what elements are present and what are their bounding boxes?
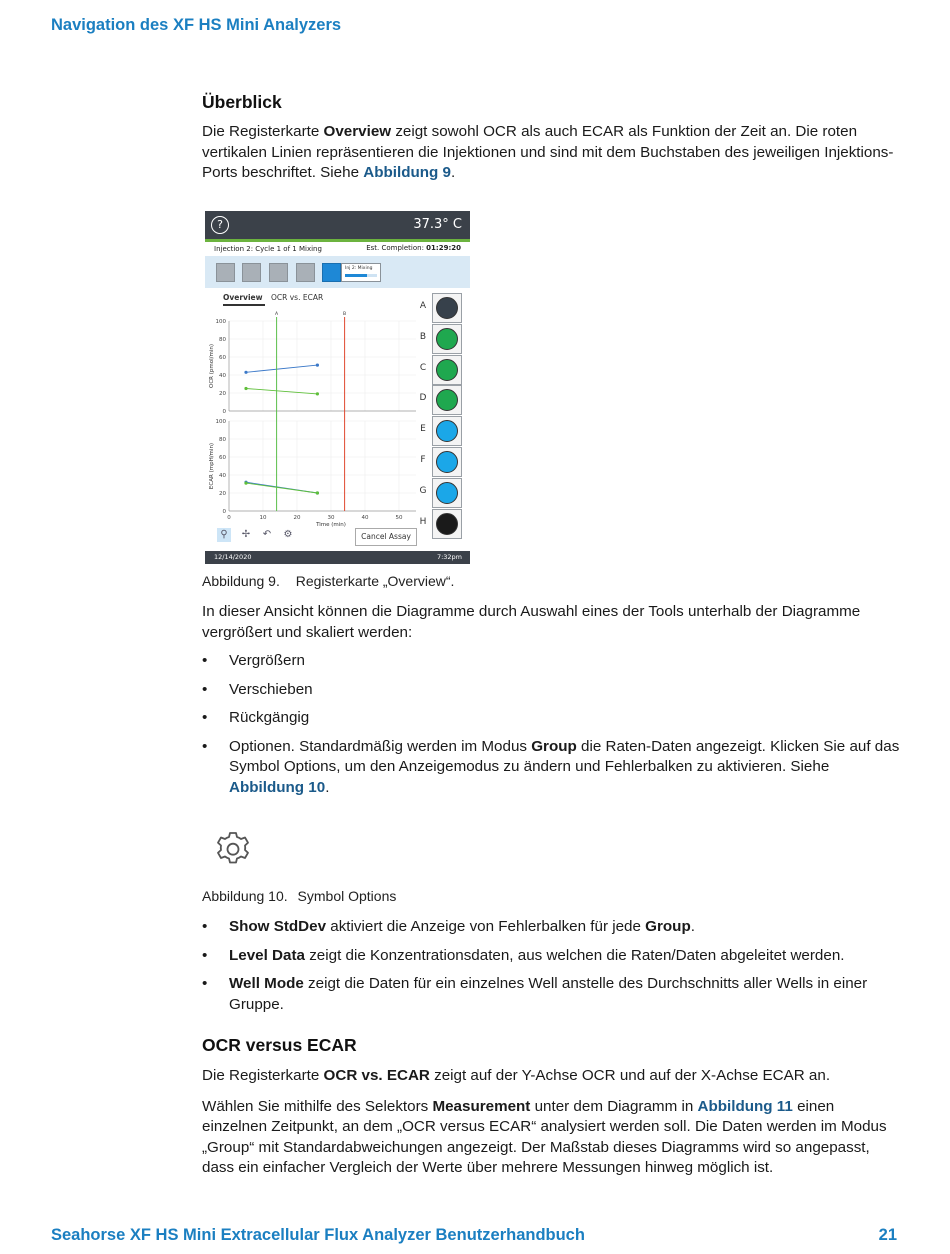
injection-status-row <box>205 242 470 256</box>
x-tick-label: 10 <box>259 515 267 521</box>
tab-ocr-vs-ecar[interactable]: OCR vs. ECAR <box>271 293 324 302</box>
well-indicator <box>436 420 458 442</box>
list-item: • Level Data zeigt die Konzentrationsdaten, aus welchen die Raten/Daten abgeleitet werden. <box>202 946 902 967</box>
y-tick-label: 100 <box>215 319 226 325</box>
figure-9-caption <box>202 573 902 589</box>
injection-status: Injection 2: Cycle 1 of 1 Mixing <box>214 245 322 253</box>
overview-paragraph: Die Registerkarte Overview zeigt sowohl OCR als auch ECAR als Funktion der Zeit an. Die roten vertikalen Linien repräsentieren die Injektionen und sind mit dem Buchstaben des jeweiligen Injektions-Ports beschriftet. Siehe Abbildung 9. <box>202 123 894 181</box>
y-tick-label: 20 <box>219 491 226 497</box>
injection-label: A <box>275 312 279 317</box>
options-list <box>202 917 902 1015</box>
overview-section <box>202 92 902 184</box>
ocr-ecar-paragraph-2: Wählen Sie mithilfe des Selektors Measurement unter dem Diagramm in Abbildung 11 einen einzelnen Zeitpunkt, an dem „OCR versus ECAR“ analysiert werden soll. Die Daten werden im Modus „Group“ mit Standardabweichungen angezeigt. Der Maßstab dieses Diagramms wird so angepasst, dass ein einfacher Vergleich der Werte über mehrere Messungen hinweg möglich ist. <box>202 1097 887 1176</box>
y-tick-label: 0 <box>222 509 226 515</box>
well-indicator <box>436 328 458 350</box>
step-toolbar <box>205 256 470 288</box>
y-tick-label: 20 <box>219 391 226 397</box>
x-tick-label: 50 <box>395 515 403 521</box>
overview-term: Overview <box>323 123 392 140</box>
x-tick-label: 20 <box>293 515 301 521</box>
options-gear-icon-figure <box>213 829 253 869</box>
figure-9-number: Abbildung 9. <box>202 573 280 589</box>
well-button-d[interactable] <box>432 385 462 415</box>
analyzer-screenshot <box>205 211 470 564</box>
series-line-blue <box>246 365 317 372</box>
well-indicator <box>436 389 458 411</box>
cancel-assay-button[interactable]: Cancel Assay <box>355 528 417 546</box>
well-indicator <box>436 482 458 504</box>
list-item: • Verschieben <box>202 680 902 701</box>
well-label-g: G <box>419 485 427 496</box>
well-button-f[interactable] <box>432 447 462 477</box>
y-tick-label: 80 <box>219 337 226 343</box>
temperature-readout: 37.3° C <box>413 217 462 232</box>
undo-icon[interactable]: ↶ <box>262 529 272 540</box>
options-section <box>202 917 902 1015</box>
x-tick-label: 40 <box>361 515 369 521</box>
figure-9-link[interactable]: Abbildung 9 <box>363 164 451 181</box>
data-point <box>244 371 247 374</box>
well-label-b: B <box>419 331 427 342</box>
ocr-ecar-heading: OCR versus ECAR <box>202 1035 357 1055</box>
overview-chart <box>205 307 417 527</box>
figure-10-caption <box>202 888 902 904</box>
y-tick-label: 40 <box>219 373 226 379</box>
x-axis-label: Time (min) <box>316 522 346 527</box>
figure-10-title: Symbol Options <box>297 888 397 904</box>
well-indicator <box>436 297 458 319</box>
completion-estimate: Est. Completion: 01:29:20 <box>366 244 461 252</box>
ocr-ecar-section <box>202 1035 902 1179</box>
x-tick-label: 30 <box>327 515 335 521</box>
device-time: 7:32pm <box>436 553 462 561</box>
well-button-h[interactable] <box>432 509 462 539</box>
y-tick-label: 60 <box>219 455 226 461</box>
well-label-f: F <box>420 455 426 465</box>
y-axis-label: OCR (pmol/min) <box>209 344 215 388</box>
well-indicator <box>436 359 458 381</box>
list-item: • Show StdDev aktiviert die Anzeige von Fehlerbalken für jede Group. <box>202 917 902 938</box>
figure-10-number: Abbildung 10. <box>202 888 288 904</box>
well-label-a: A <box>419 301 427 311</box>
footer-bar <box>205 551 470 564</box>
calibrate-step-icon[interactable] <box>216 263 235 282</box>
well-label-c: C <box>419 362 427 373</box>
list-item: • Optionen. Standardmäßig werden im Modus Group die Raten-Daten angezeigt. Klicken Sie auf das Symbol Options, um den Anzeigemodus zu ändern und Fehlerbalken zu aktivieren. Siehe Abbildung 10. <box>202 737 902 799</box>
page-number: 21 <box>878 1226 897 1244</box>
help-icon[interactable]: ? <box>211 216 229 234</box>
plate-step-icon[interactable] <box>269 263 288 282</box>
data-point <box>244 482 247 485</box>
well-button-a[interactable] <box>432 293 462 323</box>
data-point <box>316 491 319 494</box>
options-gear-icon[interactable]: ⚙ <box>283 529 293 540</box>
y-axis-label: ECAR (mpH/min) <box>209 442 215 490</box>
list-item: • Well Mode zeigt die Daten für ein einzelnes Well anstelle des Durchschnitts aller Wells in einer Gruppe. <box>202 974 902 1015</box>
well-button-g[interactable] <box>432 478 462 508</box>
data-point <box>316 364 319 367</box>
well-indicator <box>436 451 458 473</box>
mixing-progress-fill <box>345 274 367 277</box>
equilibrate-step-icon[interactable] <box>242 263 261 282</box>
well-label-e: E <box>420 424 426 435</box>
ocr-ecar-paragraph-1: Die Registerkarte OCR vs. ECAR zeigt auf der Y-Achse OCR und auf der X-Achse ECAR an. <box>202 1067 831 1084</box>
pan-icon[interactable]: ✢ <box>241 529 251 540</box>
x-tick-label: 0 <box>227 515 231 521</box>
y-tick-label: 100 <box>215 419 226 425</box>
zoom-icon[interactable]: ⚲ <box>217 528 231 542</box>
well-button-e[interactable] <box>432 416 462 446</box>
footer-manual-title: Seahorse XF HS Mini Extracellular Flux Analyzer Benutzerhandbuch <box>51 1226 585 1244</box>
list-item: • Rückgängig <box>202 708 902 729</box>
overview-heading: Überblick <box>202 92 282 112</box>
list-item: • Vergrößern <box>202 651 902 672</box>
well-label-h: H <box>419 516 427 527</box>
figure-10-link[interactable]: Abbildung 10 <box>229 778 326 796</box>
inject-a-step-icon[interactable] <box>296 263 315 282</box>
figure-9-title: Registerkarte „Overview“. <box>295 573 455 589</box>
well-label-d: D <box>419 393 427 404</box>
device-date: 12/14/2020 <box>214 553 252 561</box>
mixing-label: Inj 2: Mixing <box>345 266 373 271</box>
tools-list <box>202 651 902 798</box>
tab-overview[interactable]: Overview <box>223 293 265 306</box>
status-bar <box>205 211 470 239</box>
injection-label: B <box>343 312 347 317</box>
mixing-progress-track <box>345 274 377 277</box>
well-indicator <box>436 513 458 535</box>
well-button-b[interactable] <box>432 324 462 354</box>
well-button-c[interactable] <box>432 355 462 385</box>
y-tick-label: 40 <box>219 473 226 479</box>
data-point <box>244 387 247 390</box>
completion-time: 01:29:20 <box>426 244 461 252</box>
tools-intro: In dieser Ansicht können die Diagramme durch Auswahl eines der Tools unterhalb der Diagramme vergrößert und skaliert werden: <box>202 603 861 641</box>
inject-b-step-icon[interactable] <box>322 263 341 282</box>
y-tick-label: 60 <box>219 355 226 361</box>
y-tick-label: 0 <box>222 409 226 415</box>
y-tick-label: 80 <box>219 437 226 443</box>
figure-11-link[interactable]: Abbildung 11 <box>697 1097 793 1115</box>
mixing-progress <box>341 263 381 282</box>
tools-section <box>202 602 902 798</box>
running-header: Navigation des XF HS Mini Analyzers <box>51 16 342 34</box>
series-line-green <box>246 483 317 493</box>
data-point <box>316 392 319 395</box>
